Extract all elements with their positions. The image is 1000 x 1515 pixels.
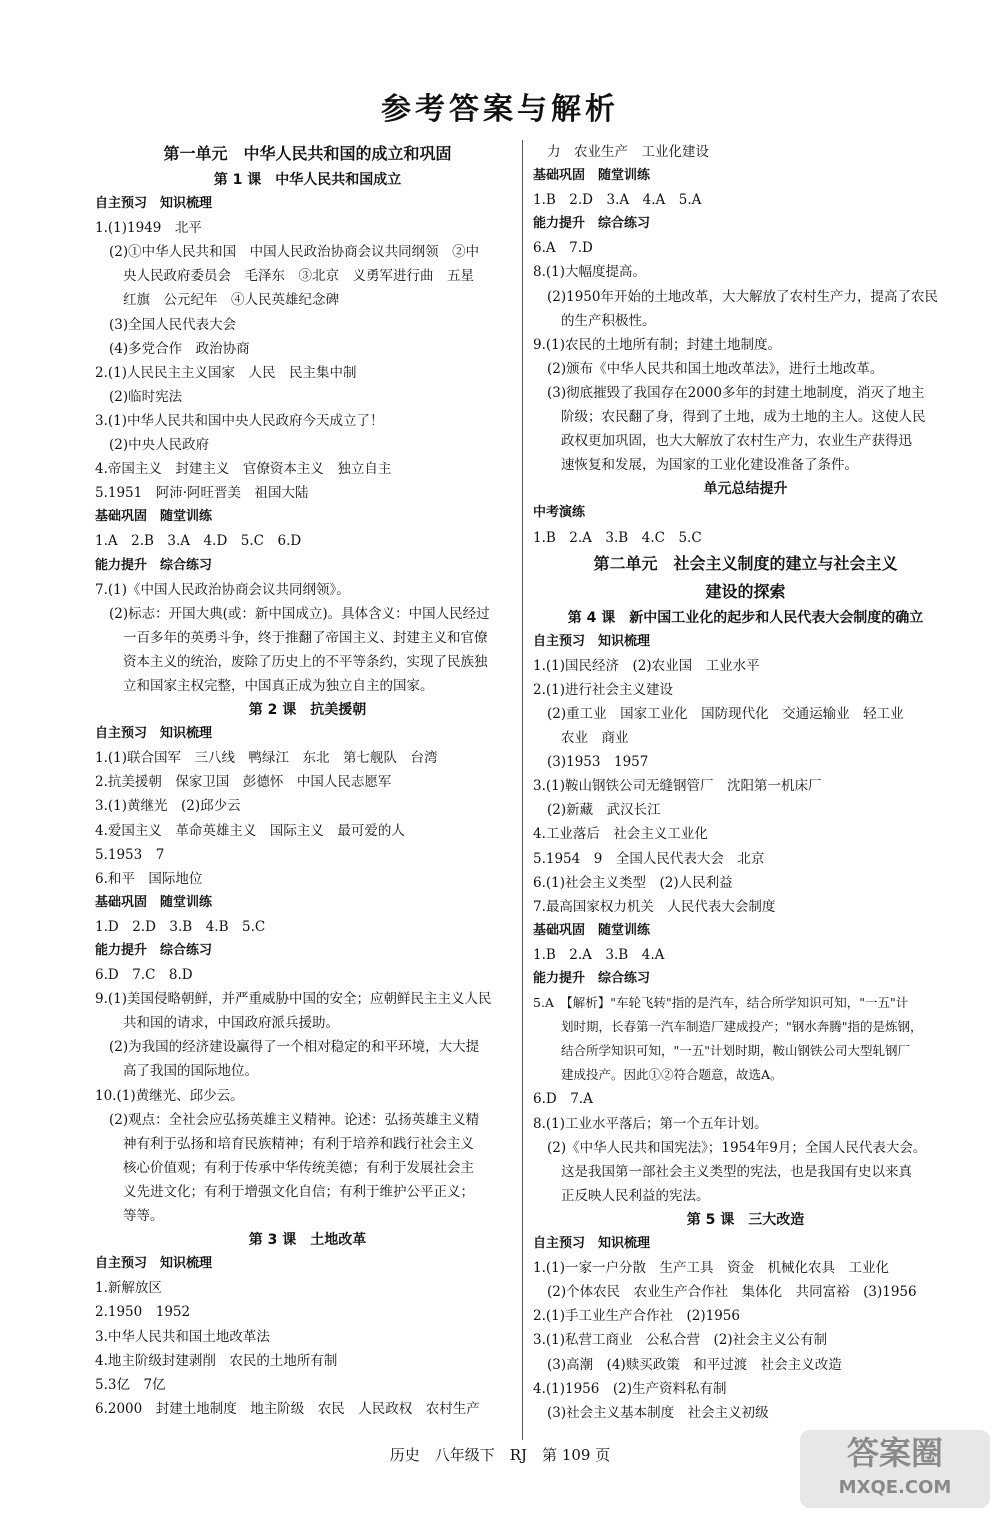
section-heading: 能力提升 综合练习 (95, 943, 213, 958)
answer-line: (2)个体农民 农业生产合作社 集体化 共同富裕 (3)1956 (547, 1284, 917, 1301)
answer-line: 1.(1)国民经济 (2)农业国 工业水平 (533, 657, 760, 674)
answer-line: 3.中华人民共和国土地改革法 (95, 1328, 270, 1345)
unit-heading: 第二单元 社会主义制度的建立与社会主义 (593, 553, 898, 573)
answer-line: 一百多年的英勇斗争，终于推翻了帝国主义、封建主义和官僚 (123, 629, 488, 646)
answer-line: 结合所学知识可知，"一五"计划时期，鞍山钢铁公司大型轧钢厂 (561, 1043, 911, 1059)
right-column (533, 140, 958, 1425)
answer-line: 2.(1)进行社会主义建设 (533, 681, 674, 698)
answer-line: 1.新解放区 (95, 1280, 162, 1297)
section-heading: 中考演练 (533, 505, 586, 521)
answer-line: 力 农业生产 工业化建设 (547, 144, 709, 160)
answer-line: 建成投产。因此①②符合题意，故选A。 (561, 1067, 783, 1083)
answer-line: 1.B 2.D 3.A 4.A 5.A (533, 192, 702, 209)
section-heading: 能力提升 综合练习 (95, 557, 213, 573)
lesson-heading: 第 1 课 中华人民共和国成立 (213, 172, 402, 188)
answer-line: 9.(1)农民的土地所有制；封建土地制度。 (533, 336, 782, 353)
section-heading: 自主预习 知识梳理 (533, 633, 651, 649)
watermark-logo (800, 1430, 990, 1508)
answer-line: 2.(1)人民民主主义国家 人民 民主集中制 (95, 364, 357, 381)
answer-line: 神有利于弘扬和培育民族精神；有利于培养和践行社会主义 (123, 1135, 474, 1152)
answer-line: (2)中央人民政府 (109, 437, 210, 454)
answer-line: 的生产积极性。 (561, 312, 656, 329)
answer-line: 5.1951 阿沛·阿旺晋美 祖国大陆 (95, 485, 309, 502)
answer-line: (2)为我国的经济建设赢得了一个相对稳定的和平环境，大大提 (109, 1039, 480, 1056)
lesson-heading: 第 3 课 土地改革 (248, 1232, 367, 1249)
column-divider (522, 140, 523, 1440)
section-heading: 能力提升 综合练习 (533, 971, 651, 986)
answer-line: 3.(1)鞍山钢铁公司无缝钢管厂 沈阳第一机床厂 (533, 778, 822, 795)
answer-line: 4.爱国主义 革命英雄主义 国际主义 最可爱的人 (95, 822, 405, 839)
answer-line: 8.(1)工业水平落后；第一个五年计划。 (533, 1115, 768, 1132)
lesson-heading: 第 2 课 抗美援朝 (248, 702, 367, 719)
answer-line: (2)观点：全社会应弘扬英雄主义精神。论述：弘扬英雄主义精 (109, 1111, 480, 1128)
answer-line: 1.B 2.A 3.B 4.A (533, 946, 665, 963)
section-heading: 自主预习 知识梳理 (533, 1236, 651, 1252)
lesson-heading: 第 4 课 新中国工业化的起步和人民代表大会制度的确立 (567, 609, 924, 626)
answer-line: (3)1953 1957 (547, 754, 649, 771)
answer-line: 速恢复和发展，为国家的工业化建设准备了条件。 (561, 457, 858, 474)
answer-line: 2.1950 1952 (95, 1304, 191, 1321)
answer-line: (3)彻底摧毁了我国存在2000多年的封建土地制度，消灭了地主 (547, 384, 925, 401)
answer-line: 4.(1)1956 (2)生产资料私有制 (533, 1380, 727, 1397)
answer-line: 10.(1)黄继光、邱少云。 (95, 1087, 244, 1104)
answer-line: (3)全国人民代表大会 (109, 316, 237, 333)
unit-heading: 第一单元 中华人民共和国的成立和巩固 (163, 144, 452, 163)
section-heading: 能力提升 综合练习 (533, 216, 651, 232)
section-heading: 基础巩固 随堂训练 (533, 168, 651, 184)
answer-line: 2.抗美援朝 保家卫国 彭德怀 中国人民志愿军 (95, 774, 392, 791)
answer-line: 央人民政府委员会 毛泽东 ③北京 义勇军进行曲 五星 (123, 268, 474, 285)
answer-line: 7.(1)《中国人民政治协商会议共同纲领》。 (95, 581, 350, 598)
answer-line: 6.(1)社会主义类型 (2)人民利益 (533, 874, 733, 891)
section-heading: 自主预习 知识梳理 (95, 1256, 213, 1272)
answer-line: 5.A 【解析】"车轮飞转"指的是汽车，结合所学知识可知，"一五"计 (533, 995, 909, 1011)
answer-line: 6.和平 国际地位 (95, 870, 203, 887)
answer-line: 6.D 7.C 8.D (95, 967, 193, 984)
answer-line: (3)高潮 (4)赎买政策 和平过渡 社会主义改造 (547, 1356, 842, 1373)
answer-line: 1.A 2.B 3.A 4.D 5.C 6.D (95, 533, 302, 550)
section-heading: 基础巩固 随堂训练 (533, 922, 651, 938)
unit-heading: 建设的探索 (705, 581, 786, 601)
answer-line: 1.(1)一家一户分散 生产工具 资金 机械化农具 工业化 (533, 1260, 890, 1277)
answer-line: (2)标志：开国大典(或：新中国成立)。具体含义：中国人民经过 (109, 605, 490, 622)
answer-line: 高了我国的国际地位。 (123, 1063, 258, 1080)
answer-line: 这是我国第一部社会主义类型的宪法，也是我国有史以来真 (561, 1163, 912, 1180)
answer-line: (2)颁布《中华人民共和国土地改革法》，进行土地改革。 (547, 360, 884, 377)
answer-line: 阶级；农民翻了身，得到了土地，成为土地的主人。这使人民 (561, 409, 926, 426)
answer-line: 核心价值观；有利于传承中华传统美德；有利于发展社会主 (123, 1159, 474, 1176)
answer-line: 共和国的请求，中国政府派兵援助。 (123, 1015, 339, 1032)
answer-line: (4)多党合作 政治协商 (109, 340, 250, 357)
watermark-logo-text: 答案圈 (846, 1434, 943, 1472)
answer-line: 1.(1)联合国军 三八线 鸭绿江 东北 第七舰队 台湾 (95, 750, 438, 767)
page-footer: 历史 八年级下 RJ 第 109 页 (389, 1446, 611, 1464)
answer-line: 1.B 2.A 3.B 4.C 5.C (533, 529, 702, 546)
answer-line: 5.3亿 7亿 (95, 1376, 166, 1393)
answer-line: 资本主义的统治，废除了历史上的不平等条约，实现了民族独 (123, 653, 488, 670)
answer-line: 红旗 公元纪年 ④人民英雄纪念碑 (123, 292, 339, 309)
answer-line: (2)重工业 国家工业化 国防现代化 交通运输业 轻工业 (547, 705, 904, 722)
left-column (95, 140, 520, 1421)
answer-line: 3.(1)黄继光 (2)邱少云 (95, 798, 241, 815)
answer-line: 3.(1)中华人民共和国中央人民政府今天成立了！ (95, 412, 384, 429)
answer-line: 农业 商业 (561, 730, 629, 747)
answer-line: (2)新藏 武汉长江 (547, 802, 661, 819)
section-heading: 自主预习 知识梳理 (95, 196, 213, 212)
answer-line: 6.D 7.A (533, 1091, 593, 1108)
answer-line: 划时期，长春第一汽车制造厂建成投产；"钢水奔腾"指的是炼钢， (561, 1019, 923, 1035)
answer-line: 5.1953 7 (95, 846, 165, 863)
lesson-heading: 单元总结提升 (703, 481, 788, 498)
answer-line: (2)①中华人民共和国 中国人民政治协商会议共同纲领 ②中 (109, 244, 480, 261)
answer-line: (2)临时宪法 (109, 388, 183, 405)
watermark-url: MXQE.COM (838, 1477, 952, 1498)
page-title: 参考答案与解析 (381, 92, 619, 127)
section-heading: 基础巩固 随堂训练 (95, 894, 213, 910)
section-heading: 自主预习 知识梳理 (95, 726, 213, 742)
answer-line: 3.(1)私营工商业 公私合营 (2)社会主义公有制 (533, 1332, 828, 1349)
answer-line: 8.(1)大幅度提高。 (533, 264, 647, 281)
answer-line: (2)1950年开始的土地改革，大大解放了农村生产力，提高了农民 (547, 288, 938, 305)
answer-line: 立和国家主权完整，中国真正成为独立自主的国家。 (123, 677, 434, 694)
answer-line: 1.(1)1949 北平 (95, 220, 202, 237)
answer-line: 7.最高国家权力机关 人民代表大会制度 (533, 898, 776, 915)
answer-line: 5.1954 9 全国人民代表大会 北京 (533, 850, 765, 867)
answer-line: (3)社会主义基本制度 社会主义初级 (547, 1404, 769, 1421)
answer-line: 1.D 2.D 3.B 4.B 5.C (95, 918, 266, 935)
answer-line: 政权更加巩固，也大大解放了农村生产力，农业生产获得迅 (561, 433, 912, 450)
answer-line: 正反映人民利益的宪法。 (561, 1187, 710, 1204)
answer-line: 6.A 7.D (533, 240, 593, 257)
answer-line: 4.工业落后 社会主义工业化 (533, 826, 708, 843)
answer-line: (2)《中华人民共和国宪法》；1954年9月；全国人民代表大会。 (547, 1139, 927, 1156)
answer-line: 4.地主阶级封建剥削 农民的土地所有制 (95, 1352, 338, 1369)
section-heading: 基础巩固 随堂训练 (95, 509, 213, 525)
answer-line: 9.(1)美国侵略朝鲜，并严重威胁中国的安全；应朝鲜民主主义人民 (95, 991, 492, 1008)
answer-line: 6.2000 封建土地制度 地主阶级 农民 人民政权 农村生产 (95, 1400, 480, 1417)
lesson-heading: 第 5 课 三大改造 (686, 1211, 805, 1228)
answer-line: 义先进文化；有利于增强文化自信；有利于维护公平正义； (123, 1183, 474, 1200)
answer-line: 4.帝国主义 封建主义 官僚资本主义 独立自主 (95, 461, 392, 478)
answer-line: 等等。 (123, 1208, 164, 1225)
answer-line: 2.(1)手工业生产合作社 (2)1956 (533, 1308, 740, 1325)
